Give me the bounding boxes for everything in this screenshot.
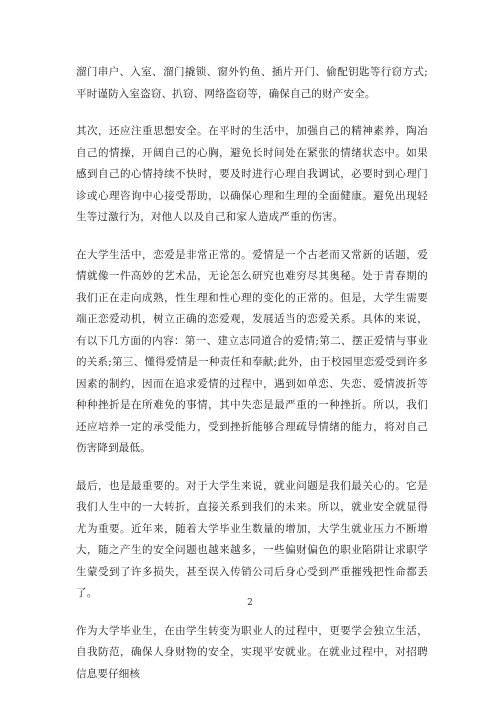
page-number: 2 (247, 598, 253, 608)
paragraph-property-safety: 溜门串户、入室、溜门撬锁、窗外钓鱼、插片开门、偷配钥匙等行窃方式;平时谨防入室盗窃、扒窃、网络盗窃等，确保自己的财产安全。 (76, 66, 428, 100)
paragraph-employment: 最后，也是最重要的。对于大学生来说，就业问题是我们最关心的。它是我们人生中的一大转折，直接关系到我们的未来。所以，就业安全就显得尤为重要。近年来，随着大学毕业生数量的增加，大学生就业压力不断增大，随之产生的安全问题也越来越多，一些偏财偏色的职业陷阱让求职学生蒙受到了许多损失，甚至误入传销公司后身心受到严重摧残把性命都丢了。 (76, 479, 428, 599)
paragraph-romance: 在大学生活中，恋爱是非常正常的。爱情是一个古老而又常新的话题，爱情就像一件高妙的艺术品，无论怎么研究也难穷尽其奥秘。处于青春期的我们正在走向成熟，性生理和性心理的变化的正常的。但是，大学生需要端正恋爱动机，树立正确的恋爱观，发展适当的恋爱关系。具体的来说，有以下几方面的内容：第一、建立志同道合的爱情;第二、摆正爱情与事业的关系;第三、懂得爱情是一种责任和奉献;此外，由于校园里恋爱受到许多因素的制约，因而在追求爱情的过程中，遇到如单恋、失恋、爱情波折等种种挫折是在所难免的事情，其中失恋是最严重的一种挫折。所以，我们还应培养一定的承受能力，受到挫折能够合理疏导情绪的能力，将对自己伤害降到最低。 (76, 248, 428, 454)
paragraph-mental-safety: 其次，还应注重思想安全。在平时的生活中，加强自己的精神素养，陶冶自己的情操，开阔自己的心胸，避免长时间处在紧张的情绪状态中。如果感到自己的心情持续不快时，要及时进行心理自我调试，必要时到心理门诊或心理咨询中心接受帮助，以确保心理和生理的全面健康。避免出现轻生等过激行为，对他人以及自己和家人造成严重的伤害。 (76, 125, 428, 223)
paragraph-graduate: 作为大学毕业生，在由学生转变为职业人的过程中，更要学会独立生活，自我防范，确保人身财物的安全，实现平安就业。在就业过程中，对招聘信息要仔细核 (76, 624, 428, 680)
